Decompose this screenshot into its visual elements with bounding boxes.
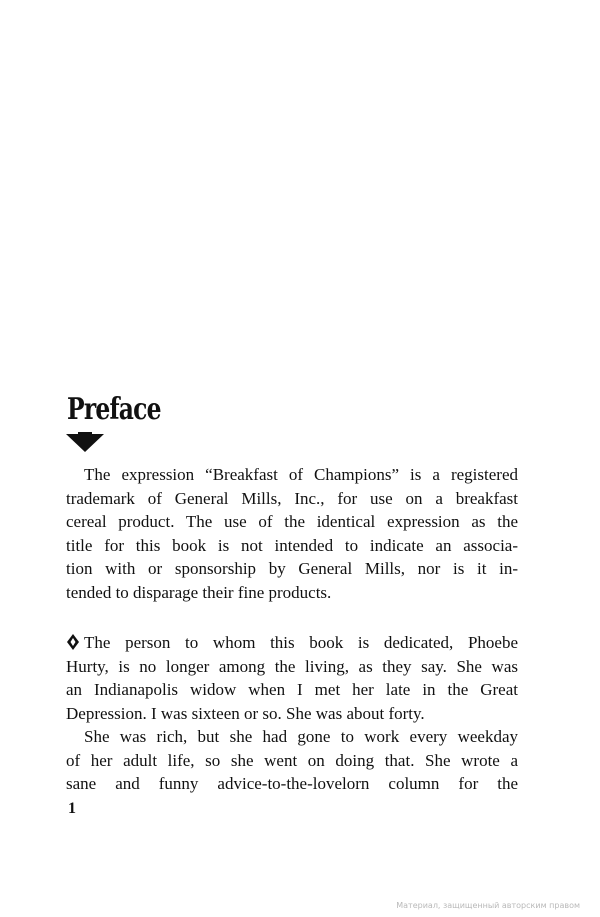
preface-heading: Preface xyxy=(67,392,161,427)
chapter-line: an Indianapolis widow when I met her late in the Great xyxy=(66,680,518,699)
chapter-line xyxy=(66,631,518,655)
preface-paragraph xyxy=(66,463,518,604)
preface-line: title for this book is not intended to indicate an associa- xyxy=(66,535,518,555)
page-number: 1 xyxy=(68,800,76,817)
preface-line: tion with or sponsorship by General Mills, nor is it in- xyxy=(66,559,518,578)
preface-line: cereal product. The use of the identical expression as the xyxy=(66,512,518,531)
chapter-line: sane and funny advice-to-the-lovelorn column for the xyxy=(66,774,518,793)
copyright-watermark: Материал, защищенный авторским правом xyxy=(396,901,580,910)
chapter-line: Hurty, is no longer among the living, as they say. She was xyxy=(66,656,518,676)
preface-line: trademark of General Mills, Inc., for use on a breakfast xyxy=(66,488,518,508)
chapter-line: Depression. I was sixteen or so. She was about forty. xyxy=(66,703,425,723)
fleuron-icon xyxy=(66,634,80,650)
preface-line: tended to disparage their fine products. xyxy=(66,582,332,602)
down-arrow-icon xyxy=(66,432,104,452)
chapter-line: of her adult life, so she went on doing that. She wrote a xyxy=(66,750,518,770)
chapter-line-text: The person to whom this book is dedicated, Phoebe xyxy=(84,633,518,652)
chapter-line: She was rich, but she had gone to work every weekday xyxy=(84,727,518,746)
chapter-text xyxy=(66,631,518,796)
preface-line: The expression “Breakfast of Champions” is a registered xyxy=(84,465,518,484)
